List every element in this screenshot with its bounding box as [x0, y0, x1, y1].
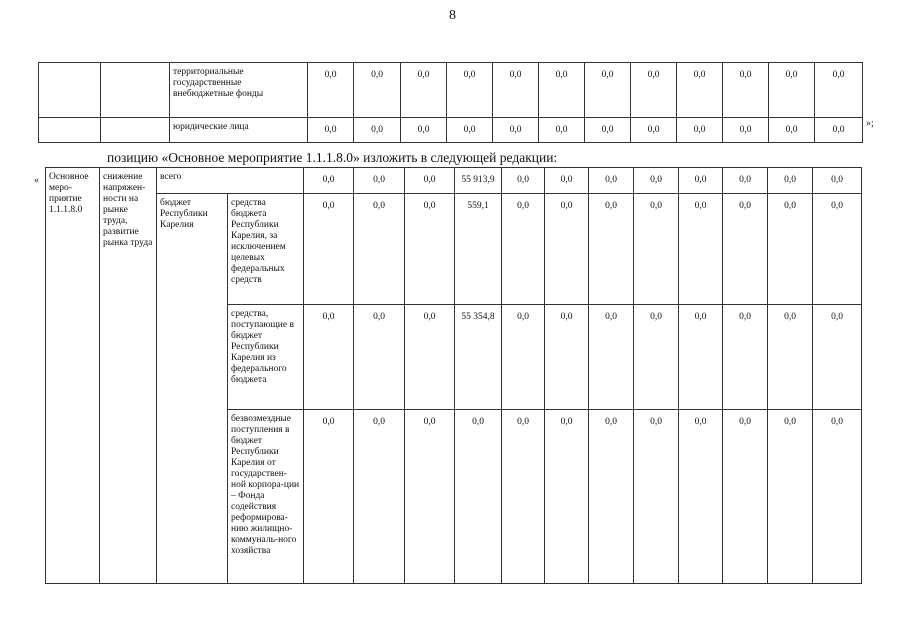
cell-value: 0,0 [502, 410, 545, 584]
row-label: безвозмездные поступления в бюджет Республики Карелия от государствен-ной корпора-ции – Фонда содействия реформирова-нию жилищно-коммуналь-ного хозяйства [228, 410, 304, 584]
cell-value: 0,0 [769, 118, 815, 143]
cell-value: 0,0 [493, 118, 539, 143]
cell-value: 0,0 [308, 118, 354, 143]
closing-quote: »; [866, 118, 874, 129]
table-row [46, 168, 862, 194]
cell-value: 0,0 [677, 63, 723, 118]
opening-quote: « [34, 175, 39, 186]
cell-value: 0,0 [354, 194, 405, 305]
cell-value: 0,0 [545, 305, 589, 410]
cell-value: 0,0 [304, 305, 354, 410]
cell-value: 55 913,9 [455, 168, 502, 194]
cell-value: 0,0 [502, 168, 545, 194]
cell-value: 0,0 [354, 118, 401, 143]
cell-value: 0,0 [813, 194, 862, 305]
cell-value: 0,0 [723, 194, 768, 305]
cell-value: 0,0 [813, 305, 862, 410]
cell-value: 0,0 [723, 63, 769, 118]
cell-value: 0,0 [401, 118, 447, 143]
cell-value: 0,0 [493, 63, 539, 118]
cell-value: 0,0 [679, 168, 723, 194]
cell-value: 0,0 [768, 305, 813, 410]
cell-value: 0,0 [304, 194, 354, 305]
cell-value: 0,0 [769, 63, 815, 118]
cell-value: 0,0 [634, 168, 679, 194]
cell-value: 0,0 [539, 63, 585, 118]
cell-value: 0,0 [634, 410, 679, 584]
cell-value: 0,0 [723, 118, 769, 143]
cell-value: 0,0 [768, 168, 813, 194]
status-cell: Основное меро-приятие 1.1.1.8.0 [46, 168, 100, 584]
cell-value: 0,0 [634, 305, 679, 410]
cell-value: 0,0 [813, 168, 862, 194]
cell-value: 0,0 [545, 194, 589, 305]
cell-value: 0,0 [679, 305, 723, 410]
cell-value: 0,0 [679, 410, 723, 584]
cell-value: 0,0 [677, 118, 723, 143]
cell-value: 0,0 [768, 410, 813, 584]
cell-value: 0,0 [679, 194, 723, 305]
cell-value: 0,0 [585, 118, 631, 143]
row-label: юридические лица [170, 118, 308, 143]
table-row [39, 118, 863, 143]
cell-value: 0,0 [405, 194, 455, 305]
row-label: средства бюджета Республики Карелия, за исключением целевых федеральных средств [228, 194, 304, 305]
cell-value: 0,0 [405, 168, 455, 194]
cell-value: 0,0 [631, 63, 677, 118]
cell-value: 0,0 [723, 410, 768, 584]
cell-value: 0,0 [815, 63, 863, 118]
row-label: средства, поступающие в бюджет Республики Карелия из федерального бюджета [228, 305, 304, 410]
continuation-table [38, 62, 863, 143]
table-row [46, 194, 862, 305]
cell-value: 0,0 [354, 63, 401, 118]
cell-value: 0,0 [502, 194, 545, 305]
cell-value: 0,0 [768, 194, 813, 305]
cell-value: 0,0 [354, 410, 405, 584]
main-table [45, 167, 862, 584]
amendment-caption: позицию «Основное мероприятие 1.1.1.8.0» изложить в следующей редакции: [107, 150, 558, 165]
row-label: территориальные государственные внебюджетные фонды [170, 63, 308, 118]
cell-value: 0,0 [354, 168, 405, 194]
total-label: всего [157, 168, 304, 194]
cell-value: 0,0 [405, 305, 455, 410]
cell-value: 0,0 [589, 410, 634, 584]
name-cell: снижение напряжен-ности на рынке труда, развитие рынка труда [100, 168, 157, 584]
cell-value: 0,0 [545, 410, 589, 584]
cell-value: 0,0 [304, 410, 354, 584]
cell-value: 0,0 [354, 305, 405, 410]
cell-value: 0,0 [304, 168, 354, 194]
budget-label: бюджет Республики Карелия [157, 194, 228, 584]
table-row [39, 63, 863, 118]
cell-value: 0,0 [723, 305, 768, 410]
cell-value: 0,0 [545, 168, 589, 194]
cell-value: 0,0 [631, 118, 677, 143]
cell-value: 55 354,8 [455, 305, 502, 410]
cell-value: 0,0 [589, 305, 634, 410]
cell-value: 559,1 [455, 194, 502, 305]
cell-value: 0,0 [455, 410, 502, 584]
cell-value: 0,0 [401, 63, 447, 118]
cell-value: 0,0 [308, 63, 354, 118]
cell-value: 0,0 [539, 118, 585, 143]
cell-value: 0,0 [723, 168, 768, 194]
cell-value: 0,0 [815, 118, 863, 143]
cell-value: 0,0 [447, 118, 493, 143]
cell-value: 0,0 [585, 63, 631, 118]
cell-value: 0,0 [813, 410, 862, 584]
page-number: 8 [449, 8, 456, 23]
cell-value: 0,0 [589, 168, 634, 194]
cell-value: 0,0 [447, 63, 493, 118]
cell-value: 0,0 [405, 410, 455, 584]
cell-value: 0,0 [634, 194, 679, 305]
cell-value: 0,0 [589, 194, 634, 305]
cell-value: 0,0 [502, 305, 545, 410]
